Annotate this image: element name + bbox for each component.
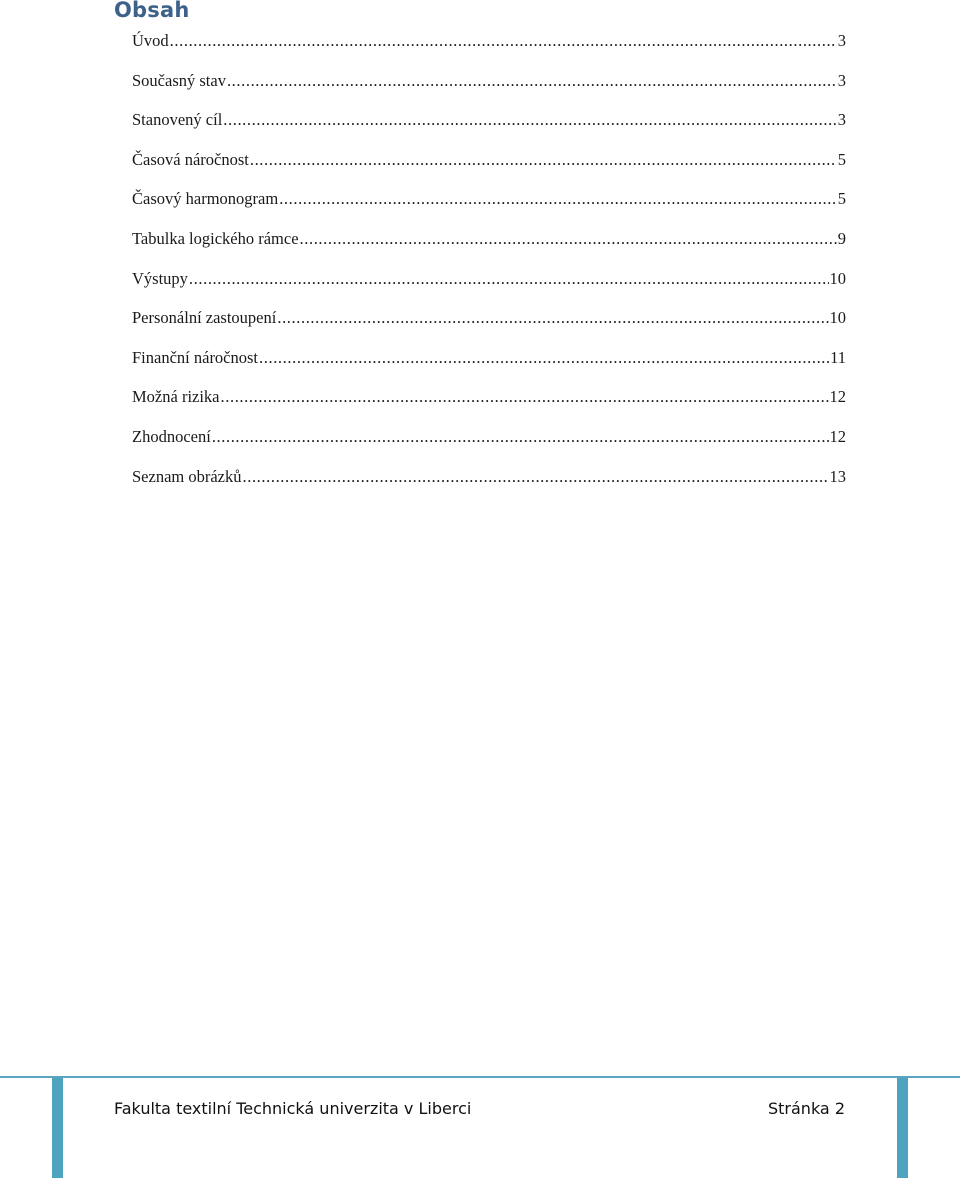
toc-entry-page: 12 [829,387,846,407]
toc-entry-title: Časový harmonogram [132,189,279,209]
toc-entry-page: 9 [837,228,846,248]
toc-entry-title: Časová náročnost [132,149,249,169]
footer-accent-bar-left [52,1078,63,1178]
toc-dot-leader [243,466,829,488]
toc-list [132,30,846,505]
toc-entry-stanoveny-cil[interactable] [132,109,846,149]
toc-entry-title: Výstupy [132,268,188,288]
toc-dot-leader [189,268,829,290]
toc-entry-page: 3 [837,31,846,50]
toc-entry-uvod[interactable] [132,30,846,70]
toc-entry-title: Personální zastoupení [132,308,277,328]
toc-dot-leader [250,149,837,171]
toc-entry-zhodnoceni[interactable] [132,426,846,466]
toc-entry-page: 10 [829,268,846,288]
toc-entry-financni-narocnost[interactable] [132,347,846,387]
toc-entry-title: Tabulka logického rámce [132,228,299,248]
toc-entry-page: 10 [829,308,846,328]
toc-entry-title: Seznam obrázků [132,466,242,486]
toc-dot-leader [259,347,829,369]
toc-entry-personalni-zastoupeni[interactable] [132,307,846,347]
toc-dot-leader [221,386,829,408]
toc-entry-title: Úvod [132,31,169,50]
footer-accent-bar-right [897,1078,908,1178]
toc-dot-leader [223,109,836,131]
toc-entry-title: Zhodnocení [132,426,211,446]
toc-entry-page: 11 [830,347,846,367]
toc-entry-casovy-harmonogram[interactable] [132,188,846,228]
toc-dot-leader [279,188,837,210]
toc-dot-leader [212,426,829,448]
toc-entry-page: 3 [837,70,846,90]
toc-entry-title: Možná rizika [132,387,220,407]
toc-entry-casova-narocnost[interactable] [132,149,846,189]
toc-entry-page: 3 [837,110,846,130]
footer-divider [0,1076,960,1078]
toc-entry-seznam-obrazku[interactable] [132,466,846,506]
toc-entry-title: Finanční náročnost [132,347,259,367]
toc-heading: Obsah [114,0,190,22]
toc-dot-leader [227,70,837,92]
toc-dot-leader [170,30,837,52]
toc-entry-title: Stanovený cíl [132,110,223,130]
toc-entry-page: 5 [837,189,846,209]
toc-entry-page: 13 [829,466,846,486]
toc-entry-page: 5 [837,149,846,169]
toc-dot-leader [300,228,837,250]
toc-entry-tabulka-logickeho-ramce[interactable] [132,228,846,268]
toc-entry-soucasny-stav[interactable] [132,70,846,110]
toc-dot-leader [277,307,828,329]
toc-entry-page: 12 [829,426,846,446]
toc-entry-vystupy[interactable] [132,268,846,308]
toc-entry-mozna-rizika[interactable] [132,386,846,426]
toc-entry-title: Současný stav [132,70,226,90]
footer-institution: Fakulta textilní Technická univerzita v Liberci [114,1099,472,1118]
footer-page-number: Stránka 2 [767,1099,845,1118]
